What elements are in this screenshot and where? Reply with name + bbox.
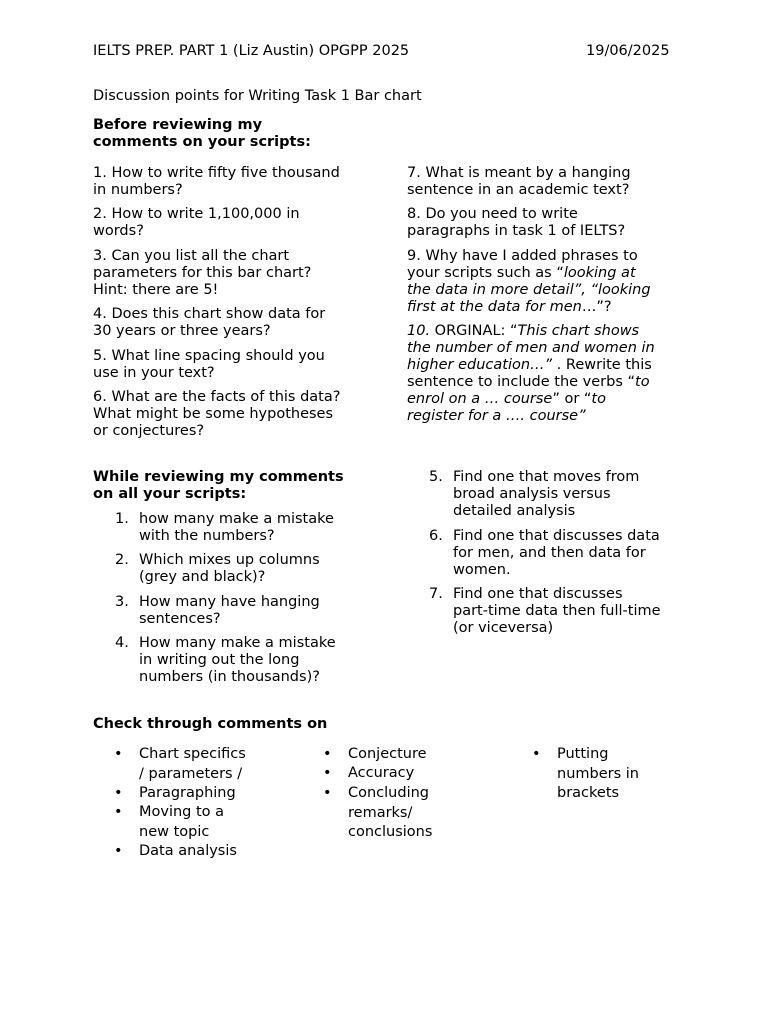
text-run: ORGINAL: “ (430, 323, 518, 339)
list-item (93, 511, 334, 545)
list-line: How many have hanging (139, 594, 320, 610)
list-item (407, 469, 639, 520)
question-10 (407, 323, 697, 425)
list-item (407, 586, 661, 637)
question-line: Hint: there are 5! (93, 282, 219, 298)
list-item (302, 784, 432, 843)
question-line (407, 340, 697, 357)
italic-run: the data in more detail”, “looking (407, 282, 651, 298)
italic-run: first at the data for men (407, 299, 582, 315)
list-item (302, 764, 414, 784)
list-line: Find one that discusses (453, 586, 623, 602)
list-number: 7. (429, 586, 443, 602)
list-line: Accuracy (348, 765, 415, 781)
bullet-icon: • (323, 765, 332, 781)
question-2 (93, 206, 383, 240)
list-number: 6. (429, 528, 443, 544)
question-line (407, 323, 697, 340)
italic-run: the number of men and women in (407, 340, 655, 356)
list-line: with the numbers? (139, 528, 275, 544)
list-line: / parameters / (139, 765, 243, 782)
list-item (93, 784, 236, 804)
question-line (407, 374, 697, 391)
list-number: 2. (115, 552, 129, 568)
italic-run: 10. (407, 323, 431, 339)
question-line: or conjectures? (93, 423, 205, 439)
italic-run: higher education…” (407, 357, 553, 373)
list-number: 1. (115, 511, 129, 527)
question-line (407, 299, 697, 316)
list-line: conclusions (348, 824, 433, 840)
list-number: 5. (429, 469, 443, 485)
bullet-icon: • (114, 804, 123, 820)
question-line (407, 408, 697, 425)
list-line: for men, and then data for (453, 545, 646, 561)
italic-run: register for a …. course” (407, 408, 586, 424)
italic-run: looking at (563, 265, 636, 281)
list-item (407, 528, 660, 579)
question-line (407, 391, 697, 408)
list-line: Conjecture (348, 746, 427, 762)
list-item (93, 745, 246, 784)
question-4 (93, 306, 383, 340)
list-item (302, 745, 427, 765)
question-line: 1. How to write fifty five thousand (93, 165, 340, 181)
document-header: IELTS PREP. PART 1 (Liz Austin) OPGPP 2025 (93, 43, 410, 59)
list-line: part-time data then full-time (453, 603, 661, 619)
question-line (407, 265, 697, 282)
bullet-icon: • (114, 746, 123, 762)
list-item (511, 745, 639, 804)
list-line: Chart specifics (139, 746, 246, 762)
list-line: women. (453, 562, 511, 578)
question-line (407, 357, 697, 374)
question-line: 5. What line spacing should you (93, 348, 325, 364)
list-line: Putting (557, 746, 609, 762)
section-heading-before (93, 117, 311, 151)
list-line: Find one that discusses data (453, 528, 660, 544)
question-3 (93, 248, 383, 299)
list-line: Moving to a (139, 804, 225, 820)
text-run: …”? (581, 299, 612, 315)
list-line: Find one that moves from (453, 469, 640, 485)
question-line: parameters for this bar chart? (93, 265, 312, 281)
question-8 (407, 206, 697, 240)
document-subtitle: Discussion points for Writing Task 1 Bar chart (93, 88, 422, 104)
list-line: Data analysis (139, 843, 237, 859)
list-line: how many make a mistake (139, 511, 334, 527)
list-number: 4. (115, 635, 129, 651)
question-line: use in your text? (93, 365, 215, 381)
heading-line: While reviewing my comments (93, 469, 344, 485)
bullet-icon: • (323, 785, 332, 801)
question-line: 2. How to write 1,100,000 in (93, 206, 300, 222)
list-line: Concluding (348, 785, 430, 801)
bullet-icon: • (532, 746, 541, 762)
question-line: 30 years or three years? (93, 323, 271, 339)
list-line: brackets (557, 785, 620, 801)
question-line: 7. What is meant by a hanging (407, 165, 631, 181)
list-item (93, 552, 320, 586)
text-run: your scripts such as “ (407, 265, 564, 281)
heading-line: on all your scripts: (93, 486, 247, 502)
list-item (93, 803, 224, 842)
question-9 (407, 248, 697, 316)
question-line: 3. Can you list all the chart (93, 248, 290, 264)
list-line: Which mixes up columns (139, 552, 320, 568)
bullet-icon: • (323, 746, 332, 762)
question-7 (407, 165, 697, 199)
bullet-icon: • (114, 843, 123, 859)
list-line: sentences? (139, 611, 221, 627)
section-heading-check: Check through comments on (93, 716, 328, 732)
list-line: broad analysis versus (453, 486, 611, 502)
italic-run: enrol on a … course (407, 391, 553, 407)
list-line: How many make a mistake (139, 635, 336, 651)
list-item (93, 842, 237, 862)
list-line: remarks/ (348, 804, 413, 821)
list-line: Paragraphing (139, 785, 236, 801)
question-6 (93, 389, 383, 440)
question-line: 6. What are the facts of this data? (93, 389, 341, 405)
question-line: What might be some hypotheses (93, 406, 334, 422)
question-line: sentence in an academic text? (407, 182, 630, 198)
heading-line: comments on your scripts: (93, 134, 311, 150)
section-heading-while (93, 469, 344, 503)
list-line: numbers (in thousands)? (139, 669, 320, 685)
question-line: 9. Why have I added phrases to (407, 248, 638, 264)
question-1 (93, 165, 383, 199)
list-line: in writing out the long (139, 652, 300, 668)
heading-line: Before reviewing my (93, 117, 263, 133)
question-line: 8. Do you need to write (407, 206, 578, 222)
italic-run: to (591, 391, 606, 407)
question-line: words? (93, 223, 144, 239)
bullet-icon: • (114, 785, 123, 801)
question-line: 4. Does this chart show data for (93, 306, 326, 322)
question-5 (93, 348, 383, 382)
list-item (93, 594, 320, 628)
question-line: paragraphs in task 1 of IELTS? (407, 223, 626, 239)
text-run: sentence to include the verbs “ (407, 374, 636, 390)
list-line: (grey and black)? (139, 569, 266, 585)
list-number: 3. (115, 594, 129, 610)
italic-run: This chart shows (517, 323, 640, 339)
list-line: (or viceversa) (453, 620, 554, 636)
document-date: 19/06/2025 (586, 43, 670, 59)
list-line: numbers in (557, 765, 639, 782)
italic-run: to (635, 374, 650, 390)
question-line (407, 282, 697, 299)
text-run: . Rewrite this (552, 357, 652, 373)
text-run: ” or “ (552, 391, 592, 407)
list-line: detailed analysis (453, 503, 576, 519)
list-item (93, 635, 336, 686)
question-line: in numbers? (93, 182, 183, 198)
list-line: new topic (139, 823, 210, 840)
